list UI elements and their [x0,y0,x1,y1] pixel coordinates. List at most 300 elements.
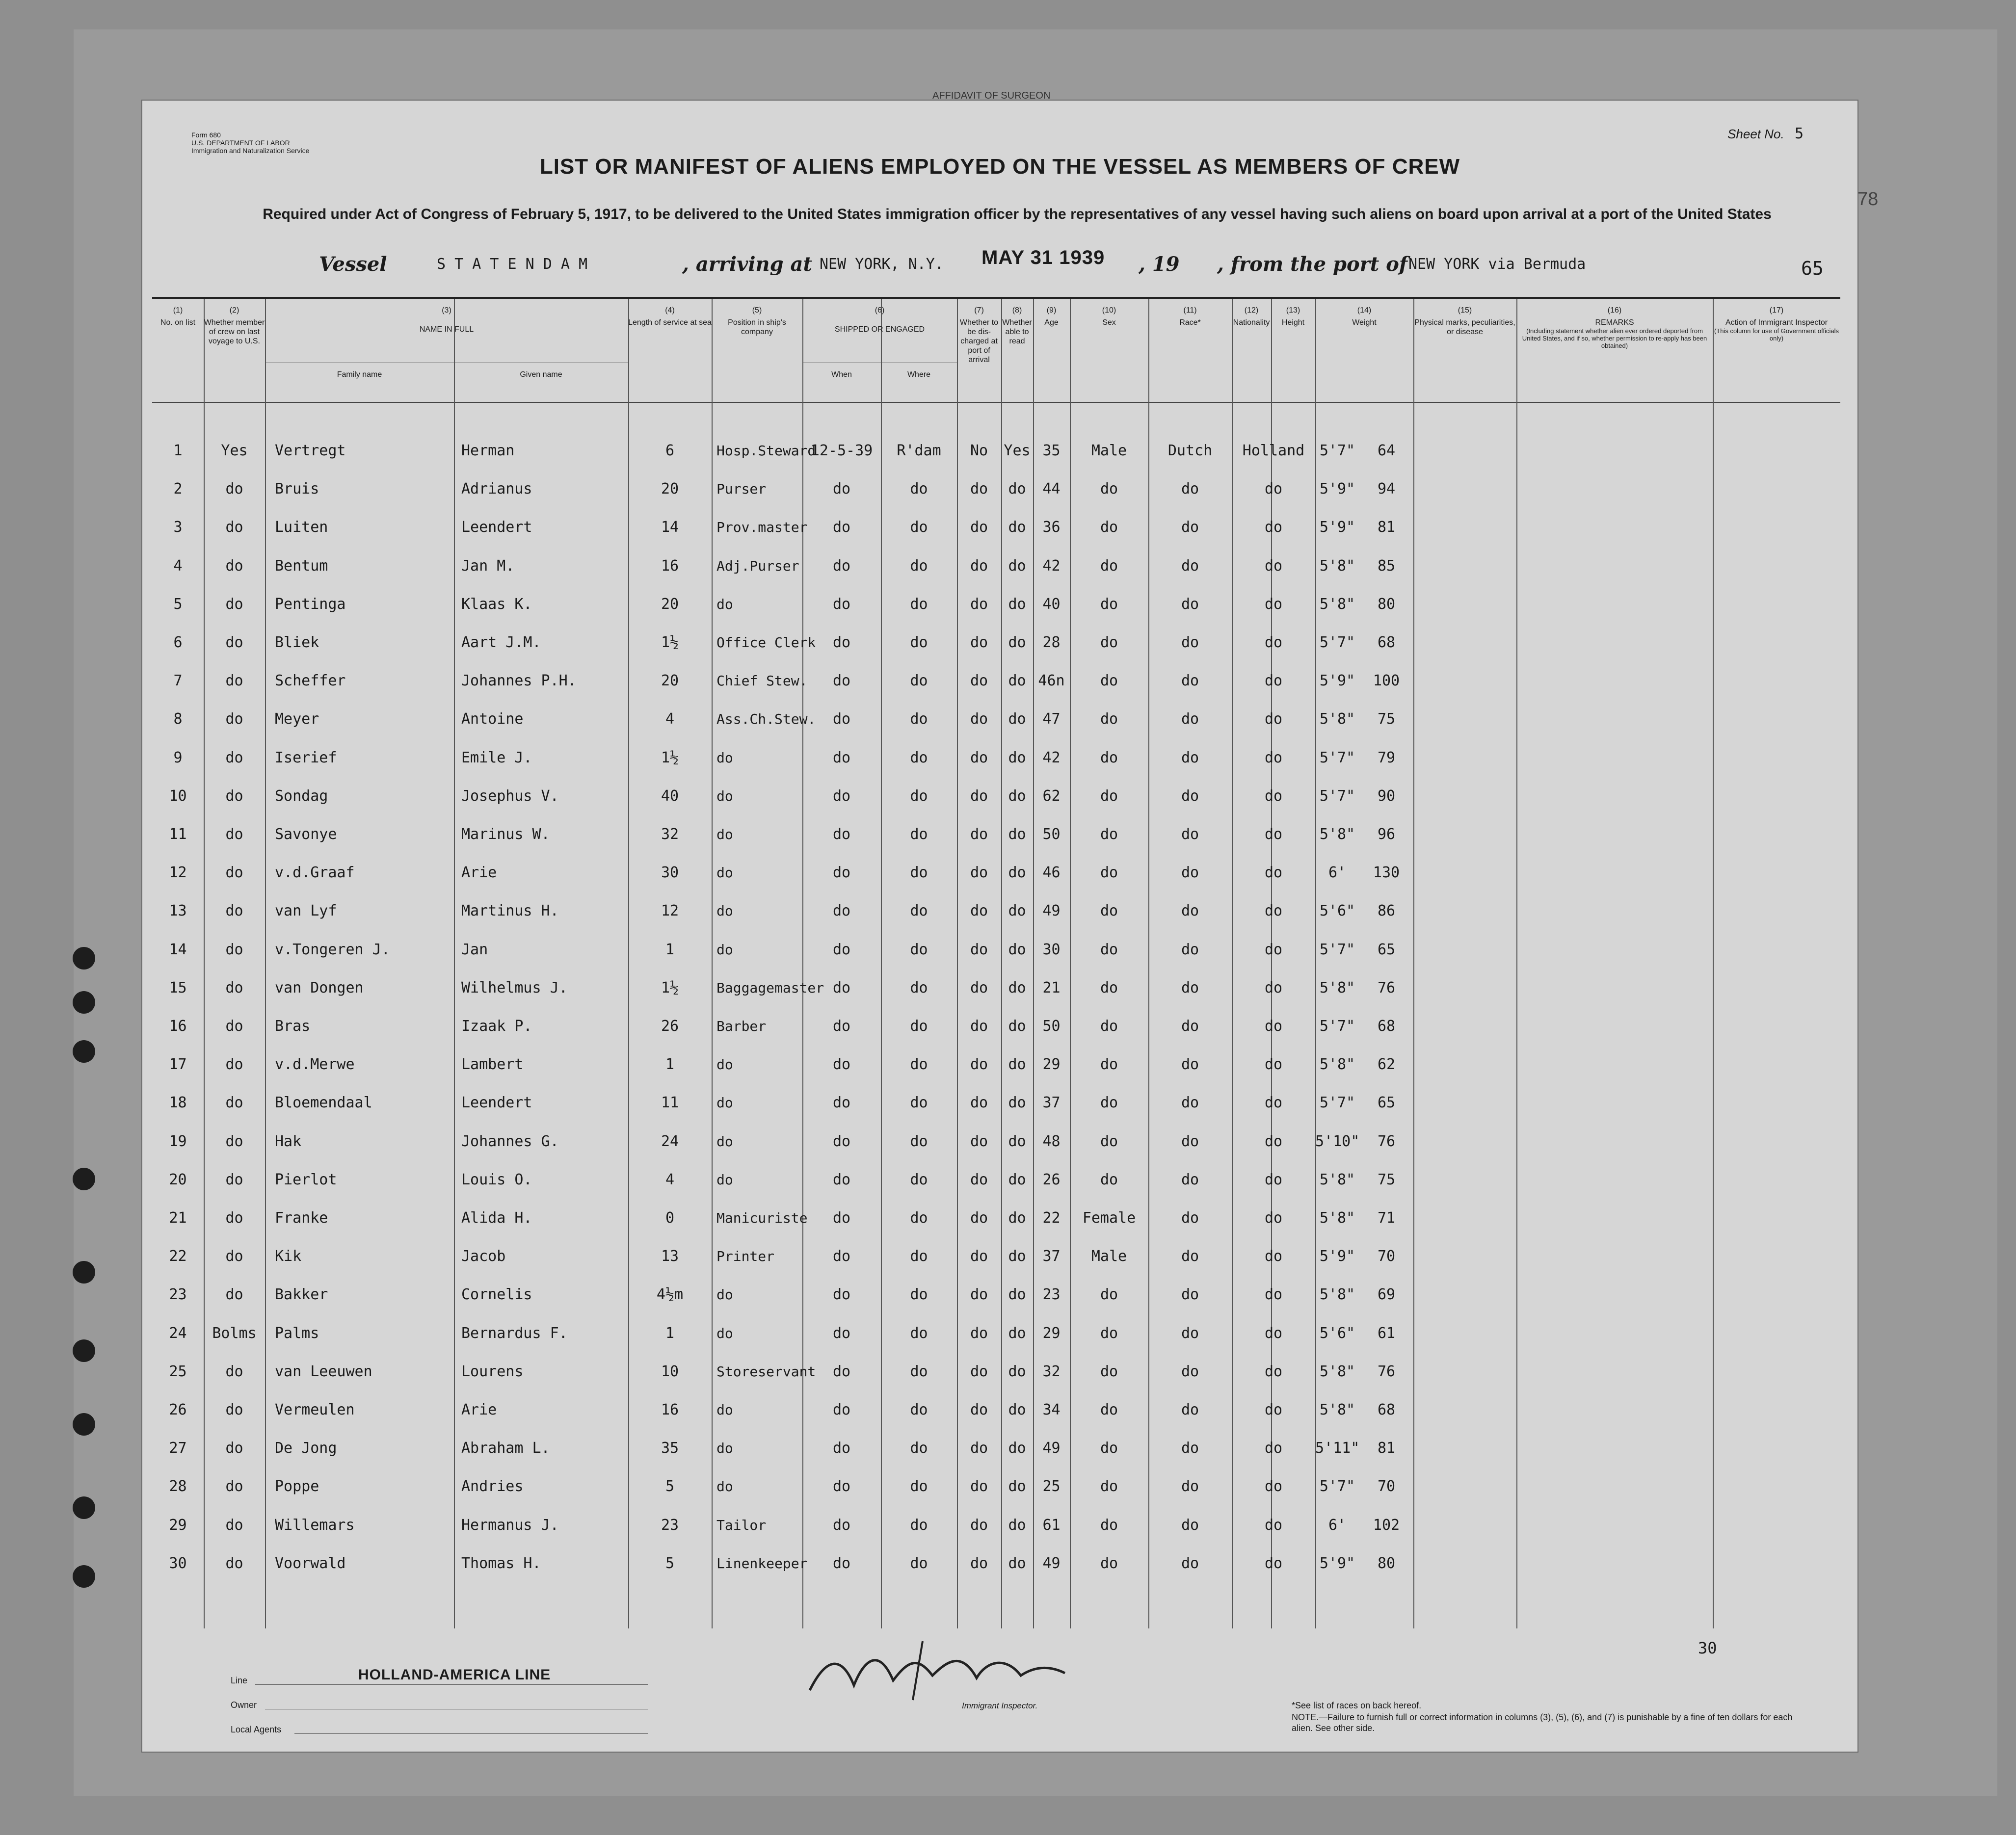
cell-nat: do [1264,1171,1283,1188]
cell-where: do [910,1401,928,1418]
cell-age: 25 [1042,1478,1061,1495]
cell-when: do [832,1286,851,1304]
column-header [1271,299,1315,327]
cell-service: 32 [661,826,679,843]
cell-height: 5'7" [1319,1478,1355,1495]
cell-given: Bernardus F. [461,1324,568,1342]
cell-when: 12-5-39 [810,442,873,459]
column-subheader: Family name [337,370,382,379]
column-number: (6) [875,306,885,315]
cell-last: do [225,1440,243,1457]
date-stamp: MAY 31 1939 [981,247,1105,268]
cell-race: do [1181,557,1199,575]
inspector-label: Immigrant Inspector. [962,1701,1038,1710]
cell-disch: do [970,1056,988,1074]
cell-where: do [910,1171,928,1188]
column-header [1001,299,1033,346]
cell-read: do [1008,1401,1026,1418]
cell-when: do [832,480,851,498]
column-label: Nationality [1233,318,1270,327]
column-number: (2) [229,306,239,315]
punch-hole [73,1261,95,1284]
vessel-line [167,248,1838,282]
cell-read: do [1008,672,1026,690]
table-row [152,825,1840,863]
cell-disch: do [970,979,988,996]
cell-race: do [1181,979,1199,996]
cell-weight: 62 [1377,1056,1396,1074]
cell-age: 21 [1042,979,1061,996]
cell-weight: 65 [1377,941,1396,958]
cell-weight: 130 [1373,864,1400,882]
cell-service: 1½ [661,979,679,996]
cell-family: Bentum [275,557,328,575]
cell-last: do [225,1478,243,1495]
cell-height: 5'8" [1319,1171,1355,1188]
cell-nat: do [1264,1324,1283,1342]
cell-position: Barber [716,1018,767,1034]
cell-when: do [832,979,851,996]
cell-service: 24 [661,1132,679,1150]
cell-service: 20 [661,672,679,690]
cell-where: R'dam [897,442,941,459]
cell-when: do [832,595,851,613]
punch-hole [73,1496,95,1519]
cell-sex: do [1100,710,1118,728]
table-row [152,1554,1840,1592]
column-header [628,299,712,327]
cell-race: do [1181,1286,1199,1304]
cell-last: do [225,1018,243,1035]
cell-nat: do [1264,941,1283,958]
cell-where: do [910,749,928,766]
cell-race: do [1181,1363,1199,1380]
cell-service: 16 [661,1401,679,1418]
cell-no: 27 [169,1440,187,1457]
cell-service: 30 [661,864,679,882]
cell-last: do [225,1171,243,1188]
cell-sex: do [1100,979,1118,996]
table-row [152,978,1840,1017]
cell-service: 20 [661,480,679,498]
cell-service: 4 [665,710,675,728]
cell-weight: 70 [1377,1478,1396,1495]
cell-last: do [225,1363,243,1380]
cell-race: do [1181,1056,1199,1074]
cell-sex: do [1100,1018,1118,1035]
column-number: (8) [1012,306,1022,315]
cell-position: do [716,749,733,766]
cell-when: do [832,1248,851,1265]
cell-disch: do [970,1171,988,1188]
cell-race: do [1181,1209,1199,1227]
cell-read: do [1008,710,1026,728]
column-subheader: Where [907,370,931,379]
cell-nat: Holland [1242,442,1305,459]
cell-nat: do [1264,787,1283,805]
column-label: Race* [1179,318,1201,327]
cell-service: 6 [665,442,675,459]
cell-read: do [1008,1554,1026,1572]
cell-disch: do [970,1478,988,1495]
cell-position: do [716,826,733,842]
page-mark: 30 [1698,1639,1717,1657]
table-row [152,1132,1840,1170]
cell-position: do [716,1478,733,1495]
cell-age: 35 [1042,442,1061,459]
cell-family: Palms [275,1324,319,1342]
cell-position: Adj.Purser [716,557,799,574]
cell-family: Bliek [275,634,319,651]
column-label: Action of Immigrant Inspector [1725,318,1828,327]
cell-read: do [1008,1478,1026,1495]
column-label: Whether to be dis-charged at port of arrival [959,318,999,364]
cell-height: 5'8" [1319,979,1355,996]
cell-where: do [910,1324,928,1342]
cell-family: Willemars [275,1516,355,1534]
cell-weight: 80 [1377,595,1396,613]
cell-where: do [910,1248,928,1265]
cell-height: 5'6" [1319,902,1355,920]
cell-position: Manicuriste [716,1210,808,1226]
cell-family: Kik [275,1248,302,1265]
cell-position: do [716,1056,733,1073]
cell-when: do [832,1018,851,1035]
cell-where: do [910,1209,928,1227]
cell-nat: do [1264,864,1283,882]
cell-family: van Dongen [275,979,364,996]
cell-sex: do [1100,634,1118,651]
cell-sex: do [1100,519,1118,536]
cell-no: 11 [169,826,187,843]
cell-weight: 70 [1377,1248,1396,1265]
cell-last: do [225,710,243,728]
cell-no: 8 [173,710,183,728]
column-number: (4) [665,306,675,315]
cell-family: De Jong [275,1440,337,1457]
cell-height: 5'9" [1319,672,1355,690]
cell-last: do [225,480,243,498]
department: U.S. DEPARTMENT OF LABOR [191,139,290,147]
cell-position: do [716,1133,733,1150]
cell-sex: Female [1082,1209,1136,1227]
arriving-label: , arriving at [682,253,812,276]
cell-position: do [716,1402,733,1418]
cell-nat: do [1264,519,1283,536]
cell-given: Johannes P.H. [461,672,577,690]
cell-last: do [225,1554,243,1572]
cell-height: 5'11" [1315,1440,1360,1457]
cell-where: do [910,519,928,536]
cell-given: Hermanus J. [461,1516,559,1534]
cell-nat: do [1264,1401,1283,1418]
table-row [152,786,1840,825]
line-label: Line [231,1676,248,1685]
cell-when: do [832,672,851,690]
cell-sex: do [1100,1324,1118,1342]
table-row [152,1362,1840,1400]
cell-where: do [910,1094,928,1112]
sheet-no-value: 5 [1794,125,1804,142]
column-number: (17) [1769,306,1784,315]
cell-weight: 85 [1377,557,1396,575]
column-label: REMARKS [1595,318,1634,327]
cell-service: 40 [661,787,679,805]
cell-disch: do [970,710,988,728]
cell-height: 5'9" [1319,1248,1355,1265]
cell-nat: do [1264,979,1283,996]
cell-last: do [225,1132,243,1150]
cell-sex: do [1100,941,1118,958]
cell-race: do [1181,941,1199,958]
cell-given: Jacob [461,1248,506,1265]
fine-note: NOTE.—Failure to furnish full or correct information in columns (3), (5), (6), and (7) is punishable by a fine of ten dollars for each alien. See other side. [1292,1712,1793,1733]
sheet-number [1727,125,1804,142]
cell-disch: do [970,749,988,766]
cell-no: 6 [173,634,183,651]
cell-disch: do [970,634,988,651]
cell-read: do [1008,1132,1026,1150]
sheet-label: Sheet No. [1727,127,1784,141]
cell-no: 21 [169,1209,187,1227]
cell-service: 1½ [661,634,679,651]
column-number: (14) [1357,306,1372,315]
cell-where: do [910,672,928,690]
cell-height: 5'7" [1319,1018,1355,1035]
cell-height: 5'8" [1319,1401,1355,1418]
column-label: No. on list [160,318,196,327]
cell-sex: do [1100,1516,1118,1534]
punch-hole [73,1339,95,1362]
table-row [152,1439,1840,1477]
column-number: (10) [1102,306,1116,315]
column-label: Weight [1352,318,1377,327]
cell-read: do [1008,941,1026,958]
cell-weight: 80 [1377,1554,1396,1572]
column-number: (9) [1046,306,1057,315]
cell-age: 49 [1042,902,1061,920]
cell-position: Printer [716,1248,775,1265]
column-label: Sex [1102,318,1116,327]
signature-mark [800,1631,1075,1705]
column-number: (12) [1244,306,1259,315]
table-row [152,901,1840,940]
cell-where: do [910,557,928,575]
cell-height: 5'7" [1319,749,1355,766]
cell-no: 12 [169,864,187,882]
cell-read: do [1008,634,1026,651]
cell-where: do [910,1440,928,1457]
cell-when: do [832,787,851,805]
cell-race: do [1181,826,1199,843]
cell-height: 5'8" [1319,1286,1355,1304]
table-row [152,709,1840,748]
inspector-signature [800,1631,1075,1710]
cell-read: do [1008,864,1026,882]
column-number: (3) [442,306,451,315]
column-label: SHIPPED OR ENGAGED [834,325,925,334]
cell-given: Arie [461,1401,497,1418]
cell-disch: do [970,1132,988,1150]
cell-family: Vermeulen [275,1401,355,1418]
cell-given: Leendert [461,1094,532,1112]
cell-no: 26 [169,1401,187,1418]
cell-service: 12 [661,902,679,920]
cell-age: 47 [1042,710,1061,728]
cell-no: 16 [169,1018,187,1035]
line-value: HOLLAND-AMERICA LINE [358,1667,551,1683]
cell-read: do [1008,1056,1026,1074]
cell-sex: do [1100,1094,1118,1112]
cell-race: do [1181,1248,1199,1265]
cell-when: do [832,1324,851,1342]
cell-where: do [910,941,928,958]
cell-family: v.d.Merwe [275,1056,355,1074]
cell-family: van Leeuwen [275,1363,372,1380]
cell-last: do [225,787,243,805]
cell-age: 37 [1042,1094,1061,1112]
cell-where: do [910,634,928,651]
table-row [152,1477,1840,1515]
cell-position: do [716,1286,733,1303]
cell-race: do [1181,1554,1199,1572]
cell-nat: do [1264,595,1283,613]
cell-when: do [832,634,851,651]
cell-weight: 79 [1377,749,1396,766]
cell-race: Dutch [1167,442,1213,459]
cell-family: Scheffer [275,672,346,690]
cell-race: do [1181,749,1199,766]
cell-nat: do [1264,1209,1283,1227]
table-row [152,1400,1840,1439]
cell-given: Antoine [461,710,524,728]
column-label: Physical marks, peculiarities, or disease [1414,318,1515,336]
cell-family: Sondag [275,787,328,805]
cell-family: v.Tongeren J. [275,941,390,958]
cell-nat: do [1264,1018,1283,1035]
cell-when: do [832,902,851,920]
table-row [152,595,1840,633]
cell-read: do [1008,519,1026,536]
cell-read: do [1008,480,1026,498]
cell-where: do [910,1132,928,1150]
cell-disch: do [970,1286,988,1304]
cell-nat: do [1264,1554,1283,1572]
cell-no: 9 [173,749,183,766]
cell-read: do [1008,1094,1026,1112]
cell-disch: do [970,1363,988,1380]
cell-height: 5'7" [1319,634,1355,651]
cell-when: do [832,557,851,575]
cell-last: do [225,557,243,575]
cell-disch: do [970,1554,988,1572]
cell-disch: do [970,519,988,536]
cell-height: 5'10" [1315,1132,1360,1150]
cell-height: 5'7" [1319,787,1355,805]
cell-race: do [1181,672,1199,690]
cell-position: do [716,903,733,919]
cell-last: do [225,1094,243,1112]
cell-family: Luiten [275,519,328,536]
cell-race: do [1181,480,1199,498]
column-number: (13) [1286,306,1300,315]
table-row [152,1170,1840,1208]
cell-family: Bruis [275,480,319,498]
cell-position: do [716,596,733,612]
column-header [1033,299,1070,327]
column-header [1413,299,1516,337]
cell-when: do [832,1094,851,1112]
cell-no: 18 [169,1094,187,1112]
cell-service: 14 [661,519,679,536]
cell-position: Linenkeeper [716,1555,808,1572]
cell-weight: 64 [1377,442,1396,459]
cell-where: do [910,1363,928,1380]
cell-where: do [910,979,928,996]
cell-position: Ass.Ch.Stew. [716,711,816,728]
cell-no: 29 [169,1516,187,1534]
punch-hole [73,947,95,970]
column-header [802,299,957,334]
cell-service: 10 [661,1363,679,1380]
cell-age: 62 [1042,787,1061,805]
table-row [152,1324,1840,1362]
cell-age: 49 [1042,1440,1061,1457]
cell-when: do [832,1516,851,1534]
cell-height: 5'8" [1319,710,1355,728]
cell-position: do [716,865,733,881]
cell-given: Martinus H. [461,902,559,920]
cell-nat: do [1264,710,1283,728]
cell-no: 19 [169,1132,187,1150]
cell-when: do [832,1401,851,1418]
cell-when: do [832,1478,851,1495]
cell-nat: do [1264,1440,1283,1457]
cell-given: Leendert [461,519,532,536]
cell-where: do [910,595,928,613]
cell-service: 0 [665,1209,675,1227]
cell-sex: do [1100,826,1118,843]
cell-race: do [1181,1478,1199,1495]
cell-weight: 68 [1377,1401,1396,1418]
column-number: (15) [1458,306,1472,315]
cell-read: do [1008,1248,1026,1265]
cell-where: do [910,826,928,843]
cell-sex: do [1100,1132,1118,1150]
cell-last: do [225,1286,243,1304]
cell-nat: do [1264,1286,1283,1304]
cell-family: Meyer [275,710,319,728]
cell-disch: do [970,787,988,805]
page-subtitle: Required under Act of Congress of February 5, 1917, to be delivered to the United States immigration officer by the representatives of any vessel having such aliens on board upon arrival at a port of the United States [263,206,1772,222]
table-row [152,1247,1840,1285]
cell-last: Bolms [212,1324,257,1342]
cell-last: do [225,1401,243,1418]
cell-given: Klaas K. [461,595,532,613]
cell-height: 5'9" [1319,519,1355,536]
column-number: (1) [173,306,183,315]
cell-family: Hak [275,1132,302,1150]
cell-race: do [1181,595,1199,613]
cell-family: Bras [275,1018,311,1035]
cell-disch: do [970,1094,988,1112]
cell-height: 5'8" [1319,557,1355,575]
cell-last: do [225,979,243,996]
cell-weight: 86 [1377,902,1396,920]
cell-age: 42 [1042,749,1061,766]
cell-age: 30 [1042,941,1061,958]
cell-last: do [225,672,243,690]
